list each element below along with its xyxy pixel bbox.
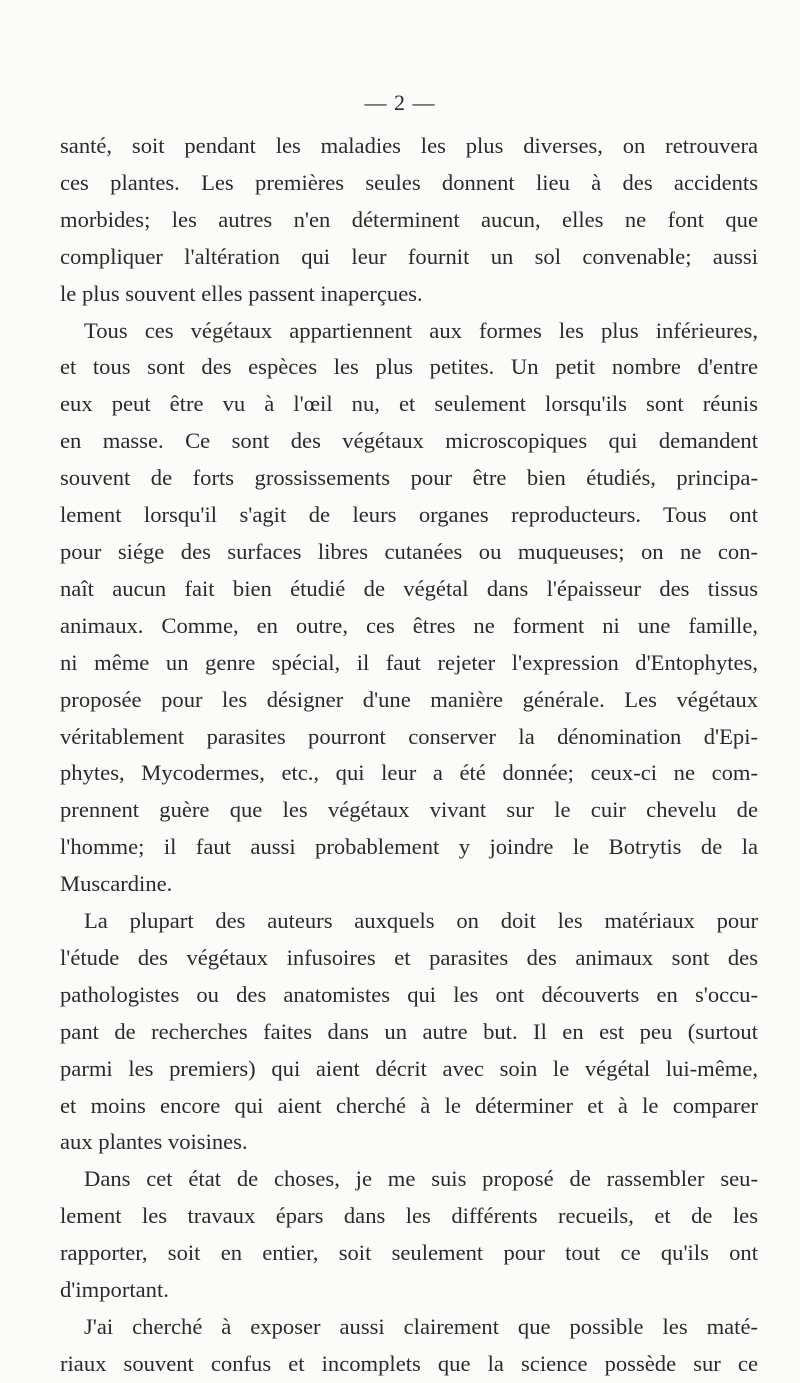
text-line: rapporter, soit en entier, soit seulement pour tout ce qu'ils ont xyxy=(60,1240,758,1266)
text-line: et tous sont des espèces les plus petites. Un petit nombre d'entre xyxy=(60,354,758,380)
text-line: pathologistes ou des anatomistes qui les ont découverts en s'occu- xyxy=(60,981,758,1007)
text-line: ni même un genre spécial, il faut rejeter l'expression d'Entophytes, xyxy=(60,649,758,675)
text-line: riaux souvent confus et incomplets que la science possède sur ce xyxy=(60,1350,758,1376)
text-line: eux peut être vu à l'œil nu, et seulement lorsqu'ils sont réunis xyxy=(60,391,758,417)
text-line: l'homme; il faut aussi probablement y joindre le Botrytis de la xyxy=(60,834,758,860)
text-line: pour siége des surfaces libres cutanées ou muqueuses; on ne con- xyxy=(60,538,758,564)
text-line: Muscardine. xyxy=(60,871,173,897)
paragraph xyxy=(60,1309,758,1383)
text-line: souvent de forts grossissements pour être bien étudiés, principa- xyxy=(60,465,758,491)
text-line: Tous ces végétaux appartiennent aux formes les plus inférieures, xyxy=(84,317,758,343)
text-line: véritablement parasites pourront conserver la dénomination d'Epi- xyxy=(60,723,758,749)
text-line: ces plantes. Les premières seules donnent lieu à des accidents xyxy=(60,169,758,195)
paragraph xyxy=(60,903,758,1161)
text-line: Dans cet état de choses, je me suis proposé de rassembler seu- xyxy=(84,1166,758,1192)
text-line: et moins encore qui aient cherché à le déterminer et à le comparer xyxy=(60,1092,758,1118)
text-line: santé, soit pendant les maladies les plus diverses, on retrouvera xyxy=(60,133,758,158)
text-line: aux plantes voisines. xyxy=(60,1129,248,1155)
paragraph xyxy=(60,313,758,904)
text-line: morbides; les autres n'en déterminent aucun, elles ne font que xyxy=(60,206,758,232)
text-line: le plus souvent elles passent inaperçues. xyxy=(60,280,423,306)
text-line: compliquer l'altération qui leur fournit un sol convenable; aussi xyxy=(60,243,758,269)
text-line: J'ai cherché à exposer aussi clairement que possible les maté- xyxy=(84,1314,758,1339)
text-line: lement lorsqu'il s'agit de leurs organes reproducteurs. Tous ont xyxy=(60,502,758,528)
text-line: naît aucun fait bien étudié de végétal dans l'épaisseur des tissus xyxy=(60,575,758,601)
page-number: — 2 — xyxy=(364,90,436,115)
paragraph xyxy=(60,128,758,313)
text-line: proposée pour les désigner d'une manière générale. Les végétaux xyxy=(60,686,758,712)
text-line: parmi les premiers) qui aient décrit avec soin le végétal lui-même, xyxy=(60,1055,758,1081)
text-line: phytes, Mycodermes, etc., qui leur a été donnée; ceux-ci ne com- xyxy=(60,760,758,786)
text-line: pant de recherches faites dans un autre but. Il en est peu (surtout xyxy=(60,1018,758,1044)
text-line: La plupart des auteurs auxquels on doit les matériaux pour xyxy=(84,908,758,934)
body-text xyxy=(60,128,758,1383)
text-line: prennent guère que les végétaux vivant sur le cuir chevelu de xyxy=(60,797,758,823)
text-line: l'étude des végétaux infusoires et parasites des animaux sont des xyxy=(60,944,758,970)
text-line: d'important. xyxy=(60,1277,169,1303)
text-line: animaux. Comme, en outre, ces êtres ne forment ni une famille, xyxy=(60,612,758,638)
text-line: lement les travaux épars dans les différents recueils, et de les xyxy=(60,1203,758,1229)
text-line: en masse. Ce sont des végétaux microscopiques qui demandent xyxy=(60,428,758,454)
paragraph xyxy=(60,1161,758,1309)
